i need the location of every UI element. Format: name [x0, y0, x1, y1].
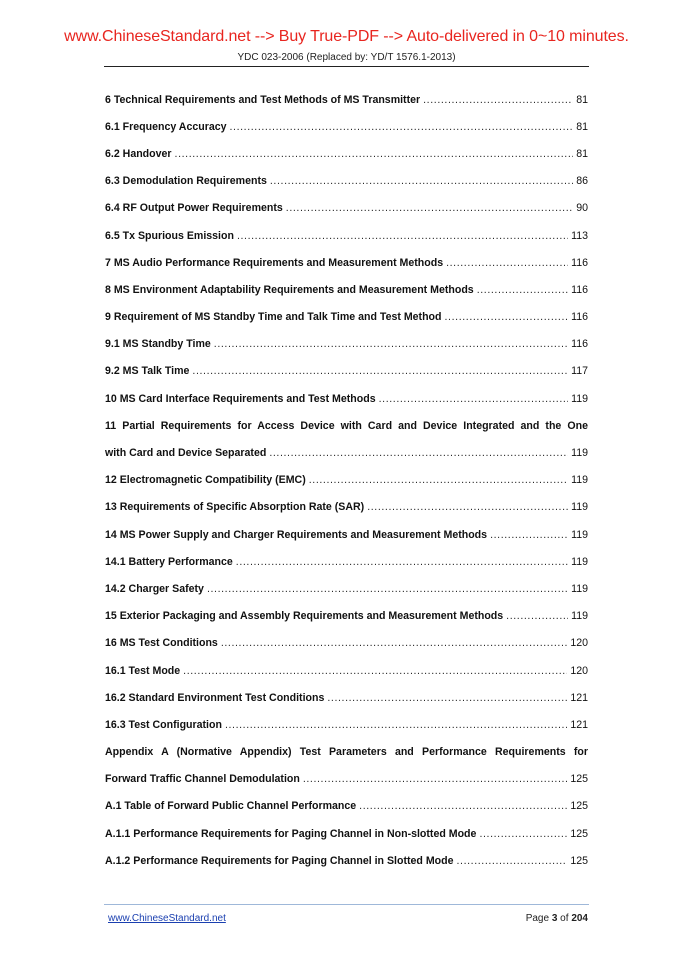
- toc-entry-title: A.1.1 Performance Requirements for Paging Channel in Non-slotted Mode: [105, 827, 477, 840]
- toc-entry-title: 16.2 Standard Environment Test Conditions: [105, 691, 325, 704]
- toc-entry-title: 6.1 Frequency Accuracy: [105, 120, 227, 133]
- toc-entry-title: Appendix A (Normative Appendix) Test Parameters and Performance Requirements for: [105, 746, 588, 759]
- toc-entry[interactable]: [105, 304, 588, 331]
- toc-entry-page: 119: [571, 501, 588, 514]
- toc-dot-leader: [221, 637, 568, 649]
- toc-dot-leader: [175, 148, 574, 160]
- toc-entry-page: 125: [570, 854, 588, 867]
- toc-entry-page: 116: [571, 256, 588, 269]
- toc-entry[interactable]: [105, 195, 588, 222]
- toc-entry-title: 14.1 Battery Performance: [105, 555, 233, 568]
- toc-dot-leader: [359, 800, 567, 812]
- toc-entry-title: 7 MS Audio Performance Requirements and Measurement Methods: [105, 256, 444, 269]
- toc-entry[interactable]: [105, 439, 588, 466]
- toc-entry-page: 119: [571, 610, 588, 623]
- toc-entry[interactable]: [105, 630, 588, 657]
- toc-dot-leader: [367, 501, 568, 513]
- toc-entry-title: 10 MS Card Interface Requirements and Test Methods: [105, 392, 376, 405]
- footer-website-link[interactable]: www.ChineseStandard.net: [108, 913, 226, 924]
- toc-entry-title: 14.2 Charger Safety: [105, 582, 204, 595]
- toc-entry[interactable]: [105, 494, 588, 521]
- toc-entry[interactable]: [105, 521, 588, 548]
- table-of-contents: [105, 86, 588, 874]
- toc-entry-page: 81: [576, 147, 588, 160]
- toc-entry-page: 119: [571, 474, 588, 487]
- toc-entry-title: 6.5 Tx Spurious Emission: [105, 229, 234, 242]
- toc-dot-leader: [423, 94, 573, 106]
- toc-dot-leader: [214, 338, 568, 350]
- toc-entry[interactable]: [105, 711, 588, 738]
- toc-entry-page: 81: [576, 120, 588, 133]
- toc-entry-page: 125: [570, 827, 588, 840]
- toc-entry-title: 8 MS Environment Adaptability Requirements and Measurement Methods: [105, 283, 474, 296]
- toc-entry-title: 12 Electromagnetic Compatibility (EMC): [105, 474, 306, 487]
- toc-entry-page: 116: [571, 283, 588, 296]
- toc-entry[interactable]: [105, 467, 588, 494]
- toc-dot-leader: [303, 773, 567, 785]
- toc-dot-leader: [456, 855, 567, 867]
- toc-entry-page: 90: [576, 202, 588, 215]
- toc-entry-title: 9.2 MS Talk Time: [105, 365, 190, 378]
- footer-divider: [104, 904, 589, 905]
- page-current: 3: [551, 913, 558, 924]
- toc-dot-leader: [225, 719, 567, 731]
- toc-dot-leader: [269, 447, 568, 459]
- toc-entry-title: 6.3 Demodulation Requirements: [105, 175, 267, 188]
- toc-entry-title: with Card and Device Separated: [105, 447, 267, 460]
- page-of: of: [557, 913, 572, 924]
- toc-dot-leader: [207, 583, 568, 595]
- toc-entry-page: 81: [576, 93, 588, 106]
- toc-dot-leader: [477, 284, 568, 296]
- toc-entry[interactable]: [105, 847, 588, 874]
- toc-entry[interactable]: [105, 575, 588, 602]
- toc-dot-leader: [286, 202, 573, 214]
- toc-entry[interactable]: [105, 222, 588, 249]
- toc-entry[interactable]: [105, 331, 588, 358]
- toc-entry-page: 121: [570, 718, 588, 731]
- toc-entry-page: 120: [570, 637, 588, 650]
- toc-entry-title: 9.1 MS Standby Time: [105, 338, 211, 351]
- toc-dot-leader: [183, 665, 567, 677]
- top-banner[interactable]: www.ChineseStandard.net --> Buy True-PDF --> Auto-delivered in 0~10 minutes.: [64, 28, 629, 45]
- toc-dot-leader: [327, 692, 567, 704]
- toc-entry-page: 120: [570, 664, 588, 677]
- toc-entry-title: Forward Traffic Channel Demodulation: [105, 773, 300, 786]
- toc-dot-leader: [270, 175, 573, 187]
- toc-entry-page: 121: [570, 691, 588, 704]
- toc-entry[interactable]: [105, 766, 588, 793]
- toc-entry[interactable]: [105, 249, 588, 276]
- page-total: 204: [571, 913, 588, 924]
- toc-entry-title: 11 Partial Requirements for Access Device with Card and Device Integrated and the One: [105, 419, 588, 432]
- toc-entry[interactable]: [105, 113, 588, 140]
- toc-entry[interactable]: [105, 684, 588, 711]
- toc-entry[interactable]: [105, 168, 588, 195]
- toc-entry-page: 125: [570, 800, 588, 813]
- toc-entry[interactable]: [105, 385, 588, 412]
- toc-entry-title: 16.1 Test Mode: [105, 664, 181, 677]
- toc-entry[interactable]: [105, 793, 588, 820]
- toc-entry-title: 6.4 RF Output Power Requirements: [105, 202, 283, 215]
- toc-dot-leader: [379, 393, 569, 405]
- toc-entry[interactable]: [105, 276, 588, 303]
- toc-entry-line[interactable]: [105, 412, 588, 439]
- toc-entry-page: 119: [571, 528, 588, 541]
- toc-entry[interactable]: [105, 140, 588, 167]
- toc-entry-title: 6 Technical Requirements and Test Methods of MS Transmitter: [105, 93, 421, 106]
- toc-entry-title: 16.3 Test Configuration: [105, 718, 222, 731]
- toc-entry-title: 16 MS Test Conditions: [105, 637, 218, 650]
- toc-entry-title: A.1 Table of Forward Public Channel Performance: [105, 800, 357, 813]
- toc-entry-page: 125: [570, 773, 588, 786]
- header-divider: [104, 66, 589, 67]
- toc-dot-leader: [479, 828, 567, 840]
- toc-entry-page: 117: [571, 365, 588, 378]
- toc-entry-page: 86: [576, 175, 588, 188]
- toc-entry-title: 14 MS Power Supply and Charger Requirements and Measurement Methods: [105, 528, 488, 541]
- toc-entry-page: 113: [571, 229, 588, 242]
- toc-entry-page: 119: [571, 392, 588, 405]
- toc-dot-leader: [309, 474, 568, 486]
- toc-dot-leader: [230, 121, 574, 133]
- toc-dot-leader: [236, 556, 568, 568]
- toc-entry-page: 116: [571, 338, 588, 351]
- toc-entry[interactable]: [105, 657, 588, 684]
- toc-entry-line[interactable]: [105, 739, 588, 766]
- toc-dot-leader: [446, 257, 568, 269]
- toc-entry-page: 119: [571, 555, 588, 568]
- toc-dot-leader: [237, 230, 568, 242]
- document-header: YDC 023-2006 (Replaced by: YD/T 1576.1-2013): [237, 52, 456, 63]
- toc-entry-page: 116: [571, 311, 588, 324]
- toc-entry-title: 9 Requirement of MS Standby Time and Talk Time and Test Method: [105, 311, 442, 324]
- toc-dot-leader: [192, 365, 568, 377]
- toc-dot-leader: [490, 529, 568, 541]
- toc-dot-leader: [445, 311, 569, 323]
- toc-entry-title: 15 Exterior Packaging and Assembly Requirements and Measurement Methods: [105, 610, 504, 623]
- page-prefix: Page: [525, 913, 552, 924]
- toc-entry[interactable]: [105, 548, 588, 575]
- toc-entry-title: 13 Requirements of Specific Absorption Rate (SAR): [105, 501, 365, 514]
- toc-entry[interactable]: [105, 603, 588, 630]
- toc-dot-leader: [506, 610, 568, 622]
- toc-entry-page: 119: [571, 582, 588, 595]
- toc-entry[interactable]: [105, 86, 588, 113]
- toc-entry-title: A.1.2 Performance Requirements for Paging Channel in Slotted Mode: [105, 854, 454, 867]
- toc-entry[interactable]: [105, 358, 588, 385]
- toc-entry-page: 119: [571, 447, 588, 460]
- toc-entry-title: 6.2 Handover: [105, 147, 172, 160]
- toc-entry[interactable]: [105, 820, 588, 847]
- page-number: [526, 913, 588, 924]
